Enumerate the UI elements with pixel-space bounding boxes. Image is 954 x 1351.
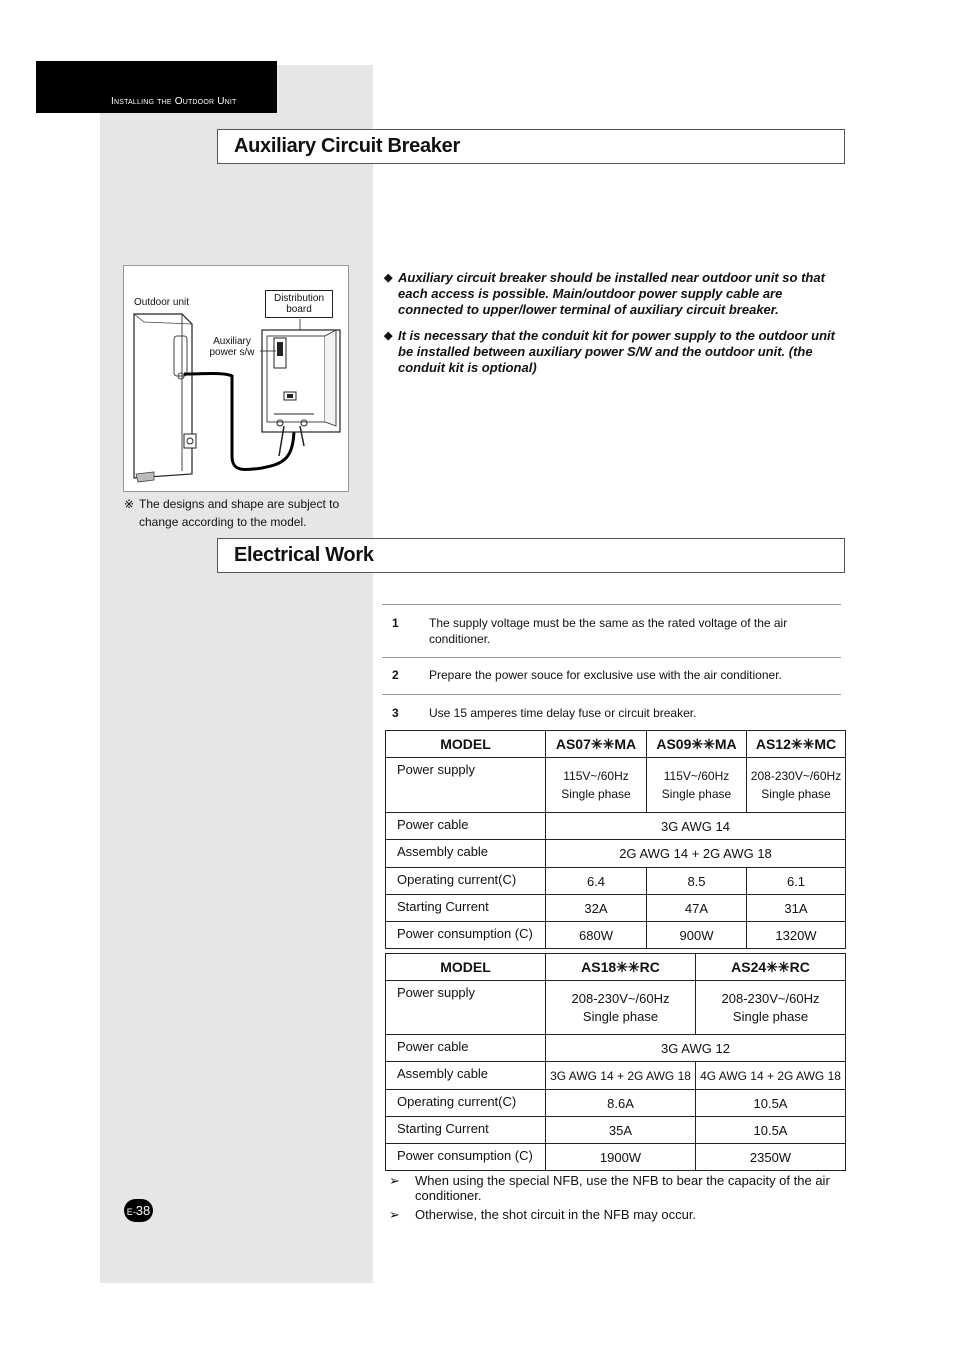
table-cell: 1320W xyxy=(747,922,846,949)
table-cell: 8.6A xyxy=(546,1090,696,1117)
row-label: Power consumption (C) xyxy=(386,922,546,949)
table-cell xyxy=(747,758,846,813)
table-cell: 680W xyxy=(546,922,647,949)
table-cell: 3G AWG 14 xyxy=(546,813,846,840)
aux-bullet-text: Auxiliary circuit breaker should be installed near outdoor unit so that each access is possible. Main/outdoor power supply cable are connected to upper/lower terminal of auxiliary circuit breaker. xyxy=(398,270,825,317)
label-outdoor-unit: Outdoor unit xyxy=(134,297,190,308)
page-number: 38 xyxy=(135,1203,151,1218)
table-cell: 10.5A xyxy=(696,1117,846,1144)
voltage-text: 115V~/60Hz xyxy=(663,769,730,783)
note-text: The designs and shape are subject to change according to the model. xyxy=(139,497,340,529)
diamond-bullet-icon: ◆ xyxy=(384,272,393,284)
aux-bullet-item xyxy=(384,270,844,318)
arrow-bullet-icon: ➢ xyxy=(389,1207,400,1222)
label-distribution-line2: board xyxy=(286,304,312,315)
table-row xyxy=(386,813,846,840)
reference-mark-icon: ※ xyxy=(124,497,135,511)
row-label: Operating current(C) xyxy=(386,1090,546,1117)
row-label: Assembly cable xyxy=(386,840,546,868)
header-cell: AS09✳✳MA xyxy=(647,731,747,758)
table-row xyxy=(386,1035,846,1062)
step-number: 3 xyxy=(392,706,399,720)
section-heading-electrical xyxy=(217,538,845,573)
table-cell: 35A xyxy=(546,1117,696,1144)
design-note xyxy=(124,495,354,531)
diamond-bullet-icon: ◆ xyxy=(384,330,393,342)
table-header-row xyxy=(386,954,846,981)
label-aux-line1: Auxiliary xyxy=(213,336,251,347)
header-model: MODEL xyxy=(386,731,546,758)
row-label: Power cable xyxy=(386,1035,546,1062)
table-cell xyxy=(696,981,846,1035)
row-label: Starting Current xyxy=(386,1117,546,1144)
table-row xyxy=(386,868,846,895)
table-cell: 3G AWG 14 + 2G AWG 18 xyxy=(546,1062,696,1090)
table-cell: 900W xyxy=(647,922,747,949)
arrow-bullet-icon: ➢ xyxy=(389,1173,400,1188)
table-header-row xyxy=(386,731,846,758)
row-label: Power supply xyxy=(386,758,546,813)
label-aux-line2: power s/w xyxy=(209,347,255,358)
footnotes xyxy=(389,1173,844,1226)
step-item xyxy=(382,695,841,731)
aux-title: Auxiliary Circuit Breaker xyxy=(234,135,460,157)
table-cell: 8.5 xyxy=(647,868,747,895)
electrical-steps xyxy=(382,604,841,731)
table-row xyxy=(386,758,846,813)
row-label: Assembly cable xyxy=(386,1062,546,1090)
table-cell: 1900W xyxy=(546,1144,696,1171)
table-cell: 31A xyxy=(747,895,846,922)
footnote-text: When using the special NFB, use the NFB to bear the capacity of the air conditioner. xyxy=(415,1173,830,1203)
table-cell: 2G AWG 14 + 2G AWG 18 xyxy=(546,840,846,868)
voltage-text: 208-230V~/60Hz xyxy=(721,990,820,1006)
row-label: Operating current(C) xyxy=(386,868,546,895)
phase-text: Single phase xyxy=(761,787,831,801)
table-cell xyxy=(546,981,696,1035)
phase-text: Single phase xyxy=(732,1008,809,1024)
header-cell: AS24✳✳RC xyxy=(696,954,846,981)
row-label: Power consumption (C) xyxy=(386,1144,546,1171)
spec-table-1 xyxy=(385,730,846,949)
electrical-title: Electrical Work xyxy=(234,544,374,566)
table-row xyxy=(386,1144,846,1171)
table-row xyxy=(386,1090,846,1117)
phase-text: Single phase xyxy=(561,787,631,801)
table-cell: 4G AWG 14 + 2G AWG 18 xyxy=(696,1062,846,1090)
footnote-item xyxy=(389,1173,844,1203)
table-cell: 3G AWG 12 xyxy=(546,1035,846,1062)
table-cell: 47A xyxy=(647,895,747,922)
chapter-header xyxy=(36,61,277,113)
table-row xyxy=(386,840,846,868)
row-label: Power cable xyxy=(386,813,546,840)
table-cell: 6.4 xyxy=(546,868,647,895)
aux-bullet-list xyxy=(384,270,844,386)
header-cell: AS12✳✳MC xyxy=(747,731,846,758)
label-aux-power-switch xyxy=(204,336,260,358)
header-cell: AS18✳✳RC xyxy=(546,954,696,981)
step-text: Prepare the power souce for exclusive use with the air conditioner. xyxy=(429,668,782,682)
footnote-item xyxy=(389,1207,844,1222)
footnote-text: Otherwise, the shot circuit in the NFB may occur. xyxy=(415,1207,697,1222)
voltage-text: 115V~/60Hz xyxy=(563,769,629,783)
gray-sidebar-column xyxy=(100,65,373,1283)
aux-breaker-diagram xyxy=(123,265,349,492)
section-heading-aux xyxy=(217,129,845,164)
table-row xyxy=(386,1117,846,1144)
label-distribution-board xyxy=(265,290,333,318)
table-cell: 2350W xyxy=(696,1144,846,1171)
step-item xyxy=(382,605,841,658)
page-number-badge xyxy=(124,1199,153,1222)
row-label: Power supply xyxy=(386,981,546,1035)
table-row xyxy=(386,981,846,1035)
aux-bullet-item xyxy=(384,328,844,376)
aux-bullet-text: It is necessary that the conduit kit for power supply to the outdoor unit be installed between auxiliary power S/W and the outdoor unit. (the conduit kit is optional) xyxy=(398,328,835,375)
table-cell xyxy=(647,758,747,813)
step-item xyxy=(382,658,841,695)
phase-text: Single phase xyxy=(582,1008,659,1024)
phase-text: Single phase xyxy=(661,787,732,801)
spec-table-2 xyxy=(385,953,846,1171)
header-model: MODEL xyxy=(386,954,546,981)
step-text: The supply voltage must be the same as the rated voltage of the air conditioner. xyxy=(429,616,788,646)
step-number: 1 xyxy=(392,616,399,630)
table-cell: 10.5A xyxy=(696,1090,846,1117)
table-cell xyxy=(546,758,647,813)
table-cell: 6.1 xyxy=(747,868,846,895)
table-row xyxy=(386,1062,846,1090)
chapter-title: Installing the Outdoor Unit xyxy=(111,96,237,107)
table-cell: 32A xyxy=(546,895,647,922)
voltage-text: 208-230V~/60Hz xyxy=(750,769,842,783)
header-cell: AS07✳✳MA xyxy=(546,731,647,758)
voltage-text: 208-230V~/60Hz xyxy=(571,990,670,1006)
table-row xyxy=(386,895,846,922)
label-distribution-line1: Distribution xyxy=(273,293,325,304)
step-number: 2 xyxy=(392,668,399,682)
row-label: Starting Current xyxy=(386,895,546,922)
step-text: Use 15 amperes time delay fuse or circuit breaker. xyxy=(429,706,697,720)
page-prefix: E- xyxy=(126,1207,136,1217)
table-row xyxy=(386,922,846,949)
